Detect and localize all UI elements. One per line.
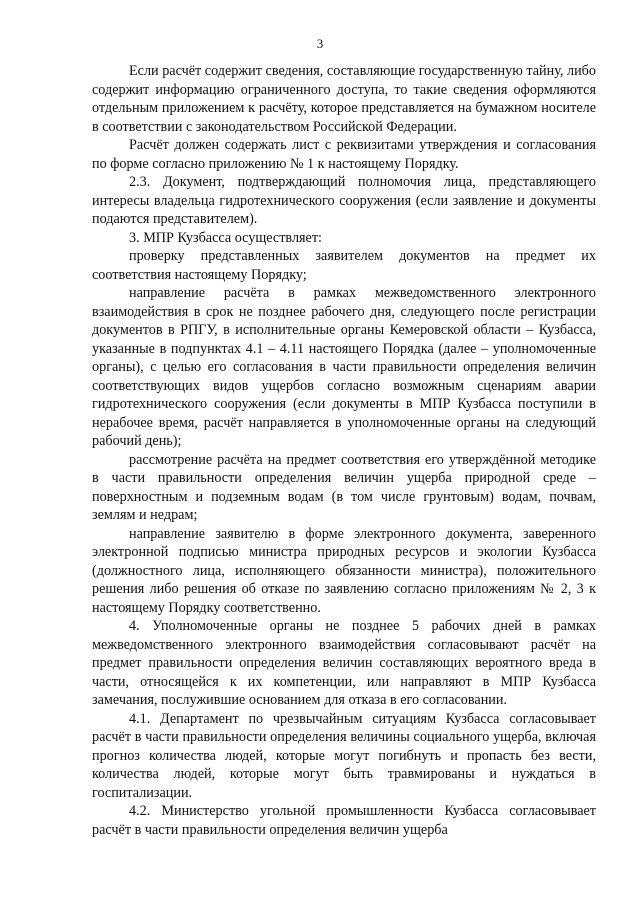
paragraph-4: 4. Уполномоченные органы не позднее 5 рабочих дней в рамках межведомственного электронного взаимодействия согласовывают расчёт на предмет правильности определения величин составляющих вероятного вреда в части, относящейся к их компетенции, или направляют в МПР Кузбасса замечания, послужившие основанием для отказа в его согласовании. xyxy=(92,618,596,708)
paragraph-state-secret: Если расчёт содержит сведения, составляющие государственную тайну, либо содержит информацию ограниченного доступа, то такие сведения оформляются отдельным приложением к расчёту, которое представляется на бумажном носителе в соответствии с законодательством Российской Федерации. xyxy=(92,63,596,135)
page-number: 3 xyxy=(316,36,324,51)
paragraph-review-calculation: рассмотрение расчёта на предмет соответствия его утверждённой методике в части правильности определения величин ущерба природной среде – поверхностным и подземным водам (в том числе грунтовым) водам, почвам, землям и недрам; xyxy=(92,451,596,523)
paragraph-4-2: 4.2. Министерство угольной промышленности Кузбасса согласовывает расчёт в части правильности определения величин ущерба xyxy=(92,803,596,838)
paragraph-send-decision: направление заявителю в форме электронного документа, заверенного электронной подписью министра природных ресурсов и экологии Кузбасса (должностного лица, исполняющего обязанности министра), положительного решения либо решения об отказе по заявлению согласно приложениям № 2, 3 к настоящему Порядку соответственно. xyxy=(92,525,596,616)
paragraph-2-3: 2.3. Документ, подтверждающий полномочия лица, представляющего интересы владельца гидротехнического сооружения (если заявление и документы подаются представителем). xyxy=(92,174,596,227)
paragraph-check-documents: проверку представленных заявителем документов на предмет их соответствия настоящему Порядку; xyxy=(92,248,596,283)
paragraph-4-1: 4.1. Департамент по чрезвычайным ситуациям Кузбасса согласовывает расчёт в части правильности определения величины социального ущерба, включая прогноз количества людей, которые могут погибнуть и пропасть без вести, количества людей, которые могут быть травмированы и нуждаться в госпитализации. xyxy=(92,710,596,801)
paragraph-send-calculation: направление расчёта в рамках межведомственного электронного взаимодействия в срок не позднее рабочего дня, следующего после регистрации документов в РПГУ, в исполнительные органы Кемеровской области – Кузбасса, указанные в подпунктах 4.1 – 4.11 настоящего Порядка (далее – уполномоченные органы), с целью его согласования в части правильности определения величин соответствующих видов ущербов согласно возможным сценариям аварии гидротехнического сооружения (если документы в МПР Кузбасса поступили в нерабочее время, расчёт направляется в уполномоченные органы на следующий рабочий день); xyxy=(92,285,596,449)
document-body xyxy=(92,62,596,839)
paragraph-approval-sheet: Расчёт должен содержать лист с реквизитами утверждения и согласования по форме согласно приложению № 1 к настоящему Порядку. xyxy=(92,137,596,172)
paragraph-3: 3. МПР Кузбасса осуществляет: xyxy=(129,229,322,246)
